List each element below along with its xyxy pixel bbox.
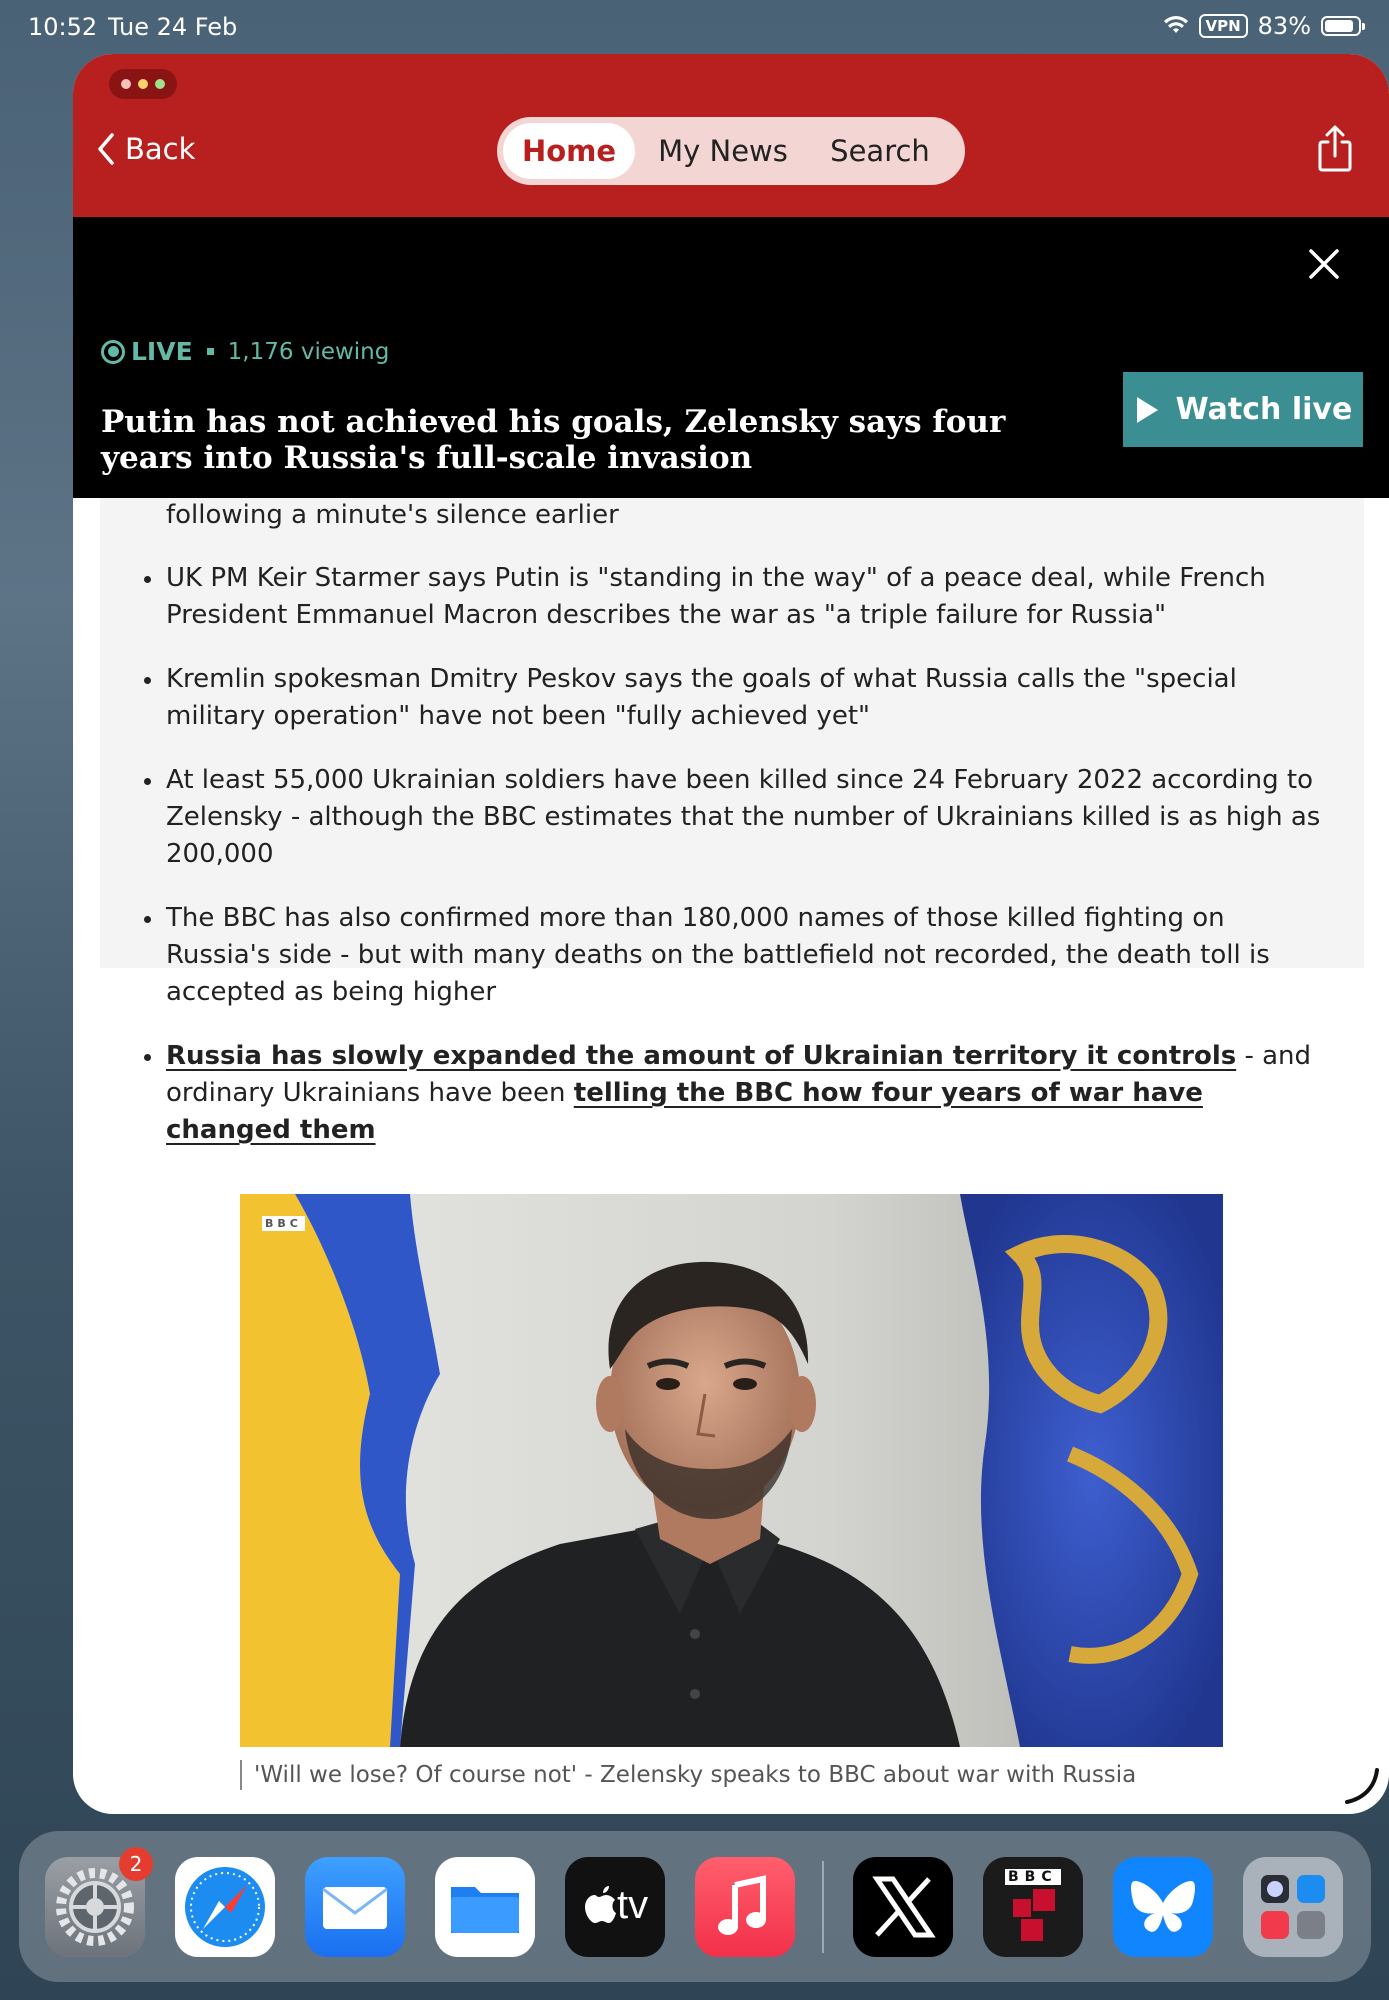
vpn-badge: VPN [1199,14,1248,38]
status-date: Tue 24 Feb [108,13,238,41]
status-bar [0,0,1389,54]
back-button[interactable] [95,132,195,166]
share-icon[interactable] [1315,124,1355,174]
app-library[interactable] [1243,1857,1343,1957]
list-item: The BBC has also confirmed more than 180,000 names of those killed fighting on Russia's side - but with many deaths on the battlefield not recorded, the death toll is accepted as being higher [166,900,1336,1011]
status-time: 10:52 [28,13,98,41]
summary-box [100,498,1364,1145]
music-app[interactable] [695,1857,795,1957]
battery-percent: 83% [1257,12,1311,40]
watch-live-label: Watch live [1175,392,1353,427]
x-icon [853,1857,953,1957]
app-header [73,54,1389,217]
live-headline[interactable]: Putin has not achieved his goals, Zelensky says four years into Russia's full-scale invasion [101,404,1006,476]
notification-badge: 2 [119,1847,153,1881]
image-caption: 'Will we lose? Of course not' - Zelensky speaks to BBC about war with Russia [240,1760,1136,1790]
bbc-dock-label: BBC [1005,1869,1061,1885]
wifi-icon [1163,16,1189,36]
safari-icon [175,1857,275,1957]
safari-app[interactable] [175,1857,275,1957]
bbc-watermark [262,1216,305,1231]
list-item: Kremlin spokesman Dmitry Peskov says the goals of what Russia calls the "special military operation" have not been "fully achieved yet" [166,661,1336,735]
nav-tabs [497,117,965,185]
video-thumbnail[interactable] [240,1194,1223,1747]
tab-search[interactable]: Search [830,134,930,168]
bullet-text: - and ordinary Ukrainians have been [166,1041,1312,1108]
status-indicators [1163,12,1362,40]
live-dot-icon [101,340,125,364]
viewing-count: 1,176 viewing [227,338,390,365]
back-label: Back [125,132,196,166]
bbc-news-app[interactable] [983,1857,1083,1957]
bbc-watermark-text: BBC [262,1216,305,1231]
zelensky-photo [240,1194,1223,1747]
summary-bullets [166,560,1336,1176]
bbc-news-window [73,54,1389,1814]
resize-handle-icon[interactable] [1343,1766,1383,1806]
battery-icon [1321,16,1361,36]
chevron-left-icon [95,132,117,166]
tab-home[interactable]: Home [503,123,635,179]
play-icon [1134,395,1160,425]
mail-icon [305,1857,405,1957]
files-icon [435,1857,535,1957]
apple-tv-icon [565,1857,665,1957]
list-item: UK PM Keir Starmer says Putin is "standing in the way" of a peace deal, while French President Emmanuel Macron describes the war as "a triple failure for Russia" [166,560,1336,634]
ukrainians-stories-link[interactable]: telling the BBC how four years of war have changed them [166,1078,1203,1145]
bluesky-icon [1113,1857,1213,1957]
settings-app[interactable] [45,1852,145,1957]
tv-label: tv [617,1883,649,1927]
live-label: LIVE [131,337,193,366]
summary-fragment: following a minute's silence earlier [166,500,619,530]
mail-app[interactable] [305,1857,405,1957]
tab-my-news[interactable]: My News [658,134,788,168]
list-item: At least 55,000 Ukrainian soldiers have been killed since 24 February 2022 according to Zelensky - although the BBC estimates that the number of Ukrainians killed is as high as 200,000 [166,762,1336,873]
dock-divider [822,1861,824,1953]
window-controls[interactable] [109,69,177,99]
territory-link[interactable]: Russia has slowly expanded the amount of Ukrainian territory it controls [166,1041,1237,1071]
x-app[interactable] [853,1857,953,1957]
close-icon[interactable] [1307,247,1341,281]
app-library-icon [1243,1857,1343,1957]
live-banner [73,217,1389,498]
separator-dot [207,348,214,355]
files-app[interactable] [435,1857,535,1957]
bluesky-app[interactable] [1113,1857,1213,1957]
dock [19,1831,1371,1982]
list-item [166,1038,1336,1149]
music-icon [695,1857,795,1957]
apple-tv-app[interactable] [565,1857,665,1957]
watch-live-button[interactable] [1123,372,1363,447]
live-indicator [101,337,389,366]
